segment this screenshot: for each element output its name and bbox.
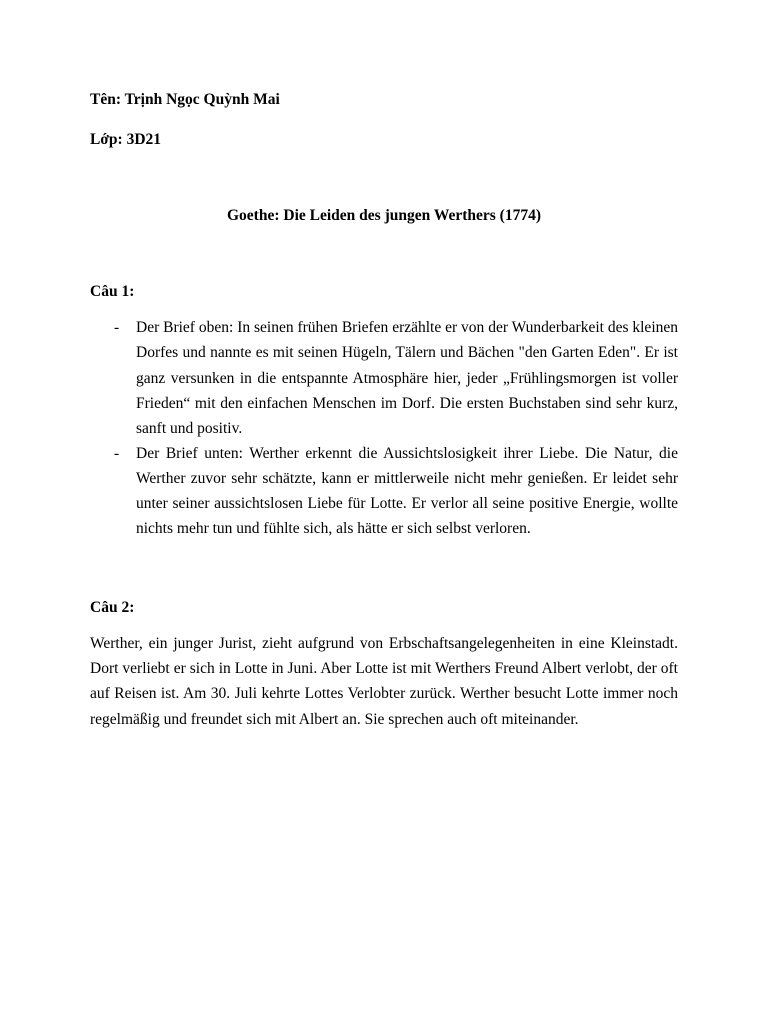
paragraph-cau-2: Werther, ein junger Jurist, zieht aufgrund von Erbschaftsangelegenheiten in eine Kleinstadt. Dort verliebt er sich in Lotte in Juni. Aber Lotte ist mit Werthers Freund Albert verlobt, der oft auf Reisen ist. Am 30. Juli kehrte Lottes Verlobter zurück. Werther besucht Lotte immer noch regelmäßig und freundet sich mit Albert an. Sie sprechen auch oft miteinander. xyxy=(90,635,678,728)
student-name-line: Tên: Trịnh Ngọc Quỳnh Mai xyxy=(90,91,280,108)
list-item xyxy=(90,315,678,441)
section-heading-cau-1: Câu 1: xyxy=(90,283,135,301)
page-title: Goethe: Die Leiden des jungen Werthers (1774) xyxy=(227,207,541,225)
student-class-line: Lớp: 3D21 xyxy=(90,131,162,149)
list-item-text: Der Brief oben: In seinen frühen Briefen erzählte er von der Wunderbarkeit des kleinen Dorfes und nannte es mit seinen Hügeln, Tälern und Bächen "den Garten Eden". Er ist ganz versunken in die entspannte Atmosphäre hier, jeder „Frühlingsmorgen ist voller Frieden“ mit den einfachen Menschen im Dorf. Die ersten Buchstaben sind sehr kurz, sanft und positiv. xyxy=(136,319,678,437)
section-heading-cau-2: Câu 2: xyxy=(90,599,135,617)
bullet-list-cau-1 xyxy=(90,315,678,541)
list-item-text: Der Brief unten: Werther erkennt die Aussichtslosigkeit ihrer Liebe. Die Natur, die Werther zuvor sehr schätzte, kann er mittlerweile nicht mehr genießen. Er leidet sehr unter seiner aussichtslosen Liebe für Lotte. Er verlor all seine positive Energie, wollte nichts mehr tun und fühlte sich, als hätte er sich selbst verloren. xyxy=(136,444,678,538)
bullet-dash-marker: - xyxy=(114,444,120,462)
bullet-dash-marker: - xyxy=(114,319,120,337)
list-item xyxy=(90,441,678,541)
